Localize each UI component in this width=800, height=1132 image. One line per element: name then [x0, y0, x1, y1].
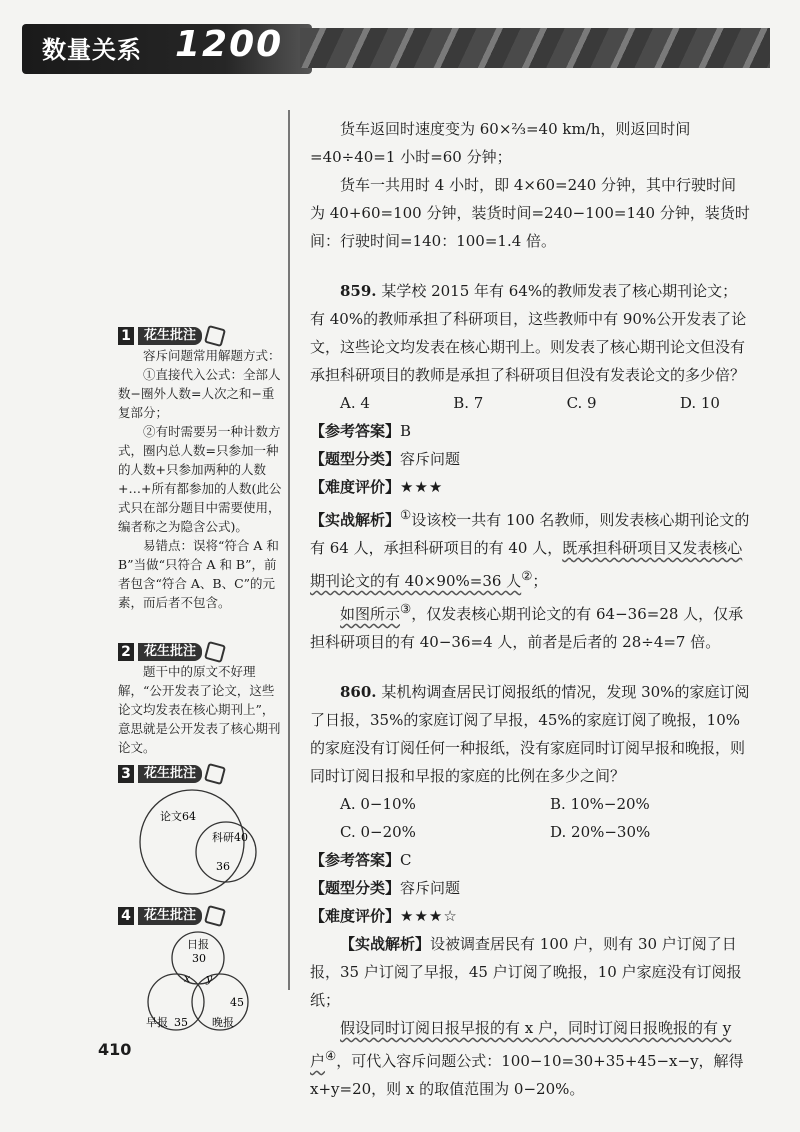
- difficulty-860: [310, 902, 750, 930]
- question-text: 某学校 2015 年有 64%的教师发表了核心期刊论文；有 40%的教师承担了科研项目，这些教师中有 90%公开发表了论文，这些论文均发表在核心期刊上。则发表了核心期刊论文但没有承担科研项目的教师是承担了科研项目但没有发表论文的多少倍？: [310, 282, 747, 384]
- note-label: 花生批注: [138, 327, 202, 345]
- type-value: 容斥问题: [400, 450, 461, 468]
- analysis-wavy: 假设同时订阅日报早报的有 x 户，同时订阅日报晚报的有 y 户: [310, 1019, 732, 1070]
- difficulty-stars: ★★★: [400, 478, 444, 496]
- question-number: 860.: [340, 683, 377, 701]
- answer-860: [310, 846, 750, 874]
- note-2: [118, 642, 283, 757]
- venn-label-evening: 晚报: [212, 1016, 234, 1029]
- venn-value-daily: 30: [192, 952, 206, 965]
- difficulty-label: 【难度评价】: [310, 478, 401, 496]
- analysis-text: ，可代入容斥问题公式：100−10=30+35+45−x−y，解得 x+y=20，则 x 的取值范围为 0−20%。: [310, 1052, 744, 1098]
- type-label: 【题型分类】: [310, 450, 401, 468]
- option-d: D. 10: [679, 394, 720, 412]
- answer-label: 【参考答案】: [310, 851, 401, 869]
- question-860: [310, 678, 750, 790]
- note-header: [118, 764, 283, 784]
- note-number: 2: [118, 643, 134, 661]
- venn-value-y: y: [206, 972, 213, 985]
- analysis-text: 设该校一共有 100 名教师，则发表核心期刊论文的有 64 人，承担科研项目的有 40 人，: [310, 511, 750, 557]
- option-b: B. 10%−20%: [550, 795, 650, 813]
- venn-diagram-1: [118, 784, 283, 896]
- note-4: [118, 906, 283, 1043]
- page-number: 410: [98, 1040, 132, 1059]
- venn-diagram-2: [118, 926, 283, 1038]
- analysis-859-1: 【实战解析】①设该校一共有 100 名教师，则发表核心期刊论文的有 64 人，承担科研项目的有 40 人，既承担科研项目又发表核心期刊论文的有 40×90%=36 人②；: [310, 507, 750, 590]
- difficulty-stars: ★★★☆: [400, 907, 458, 925]
- book-title: 数量关系: [42, 36, 142, 64]
- options-860: [310, 790, 750, 846]
- note-header: [118, 326, 283, 346]
- analysis-text: 设被调查居民有 100 户，则有 30 户订阅了日报，35 户订阅了早报，45 户订阅了晚报，10 户家庭没有订阅报纸；: [310, 935, 742, 1009]
- answer-label: 【参考答案】: [310, 422, 401, 440]
- option-b: B. 7: [453, 394, 484, 412]
- note-label: 花生批注: [138, 643, 202, 661]
- note-3: [118, 764, 283, 901]
- venn-value-evening: 45: [230, 996, 244, 1009]
- analysis-860-1: [310, 930, 750, 1014]
- note-text: 容斥问题常用解题方式：: [143, 348, 281, 363]
- option-a: A. 4: [340, 394, 370, 412]
- venn-label-research: 科研40: [212, 831, 248, 844]
- analysis-wavy: 既承担科研项目又发表核心期刊论文的有 40×90%=36 人: [310, 539, 743, 590]
- note-number: 1: [118, 327, 134, 345]
- analysis-label: 【实战解析】: [340, 935, 431, 953]
- venn-label-overlap: 36: [216, 860, 230, 873]
- answer-value: C: [400, 851, 412, 869]
- peanut-icon: [204, 905, 226, 927]
- option-d: D. 20%−30%: [550, 823, 651, 841]
- venn-label-morning: 早报: [146, 1016, 168, 1029]
- continued-text-2: 货车一共用时 4 小时，即 4×60=240 分钟，其中行驶时间为 40+60=100 分钟，装货时间=240−100=140 分钟，装货时间：行驶时间=140：100=1.4 倍。: [310, 176, 750, 250]
- main-column: [310, 115, 750, 1103]
- analysis-859-2: 如图所示③，仅发表核心期刊论文的有 64−36=28 人，仅承担科研项目的有 40−36=4 人，前者是后者的 28÷4=7 倍。: [310, 601, 744, 651]
- analysis-tail: ；: [532, 572, 548, 590]
- note-header: [118, 906, 283, 926]
- question-text: 某机构调查居民订阅报纸的情况，发现 30%的家庭订阅了日报，35%的家庭订阅了早报，45%的家庭订阅了晚报，10%的家庭没有订阅任何一种报纸，没有家庭同时订阅早报和晚报，则同时订阅日报和早报的家庭的比例在多少之间？: [310, 683, 750, 785]
- note-number: 3: [118, 765, 134, 783]
- analysis-text: ，仅发表核心期刊论文的有 64−36=28 人，仅承担科研项目的有 40−36=4 人，前者是后者的 28÷4=7 倍。: [310, 605, 744, 651]
- question-859: [310, 277, 750, 389]
- note-text: ①直接代入公式：全部人数−圈外人数=人次之和−重复部分；: [118, 367, 281, 420]
- analysis-label: 【实战解析】: [310, 511, 401, 529]
- option-a: A. 0−10%: [340, 795, 416, 813]
- note-text: 易错点：误将“符合 A 和 B”当做“只符合 A 和 B”，前者包含“符合 A、B、C”的元素，而后者不包含。: [118, 538, 279, 610]
- options-859: [310, 389, 720, 417]
- option-c: C. 9: [566, 394, 597, 412]
- continued-text-1: 货车返回时速度变为 60×⅔=40 km/h，则返回时间=40÷40=1 小时=60 分钟；: [310, 120, 691, 166]
- note-number: 4: [118, 907, 134, 925]
- header-stripe: [300, 28, 770, 68]
- analysis-wavy: 如图所示: [340, 605, 401, 623]
- note-text: ②有时需要另一种计数方式，圈内总人数=只参加一种的人数+只参加两种的人数+…+所有都参加的人数(此公式只在部分题目中需要使用，编者称之为隐含公式)。: [118, 424, 282, 534]
- type-860: [310, 874, 750, 902]
- option-c: C. 0−20%: [340, 823, 416, 841]
- difficulty-859: [310, 473, 750, 501]
- peanut-icon: [204, 763, 226, 785]
- note-text: 题干中的原文不好理解，“公开发表了论文，这些论文均发表在核心期刊上”，意思就是公开发表了核心期刊论文。: [118, 664, 281, 755]
- type-label: 【题型分类】: [310, 879, 401, 897]
- analysis-860-2: 假设同时订阅日报早报的有 x 户，同时订阅日报晚报的有 y 户④，可代入容斥问题公式：100−10=30+35+45−x−y，解得 x+y=20，则 x 的取值范围为 0−20%。: [310, 1019, 744, 1098]
- peanut-icon: [204, 641, 226, 663]
- note-label: 花生批注: [138, 907, 202, 925]
- type-value: 容斥问题: [400, 879, 461, 897]
- answer-value: B: [400, 422, 412, 440]
- venn-label-daily: 日报: [187, 938, 209, 951]
- type-859: [310, 445, 750, 473]
- venn-value-x: x: [184, 972, 191, 985]
- venn-label-papers: 论文64: [160, 810, 196, 823]
- note-1: [118, 326, 283, 612]
- difficulty-label: 【难度评价】: [310, 907, 401, 925]
- question-number: 859.: [340, 282, 377, 300]
- book-number: 1200: [175, 24, 284, 65]
- peanut-icon: [204, 325, 226, 347]
- note-label: 花生批注: [138, 765, 202, 783]
- venn-value-morning: 35: [174, 1016, 188, 1029]
- column-divider: [288, 110, 290, 990]
- answer-859: [310, 417, 750, 445]
- note-header: [118, 642, 283, 662]
